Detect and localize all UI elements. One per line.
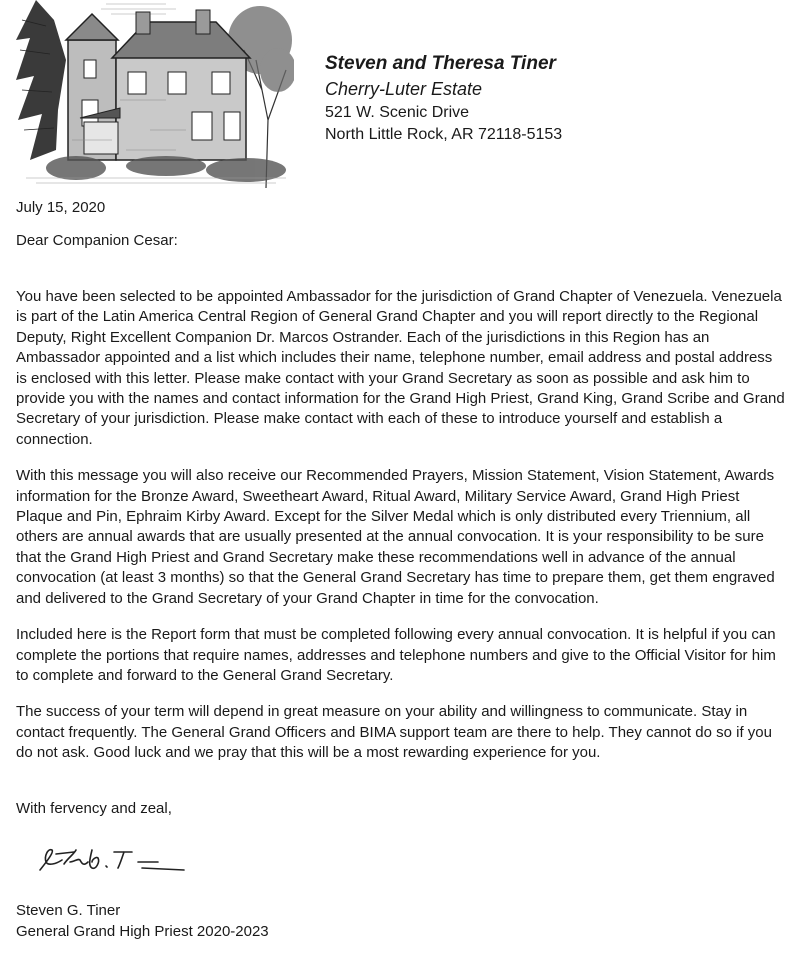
body-paragraph: With this message you will also receive our Recommended Prayers, Mission Statement, Vision Statement, Awards information for the Bronze Award, Sweetheart Award, Ritual Award, Military Service Award, Grand High Priest Plaque and Pin, Ephraim Kirby Award. Except for the Silver Medal which is only distributed every Triennium, all others are annual awards that are usually presented at the annual convocation. It is your responsibility to be sure that the Grand High Priest and Grand Secretary make these recommendations well in advance of the annual convocation (at least 3 months) so that the General Grand Secretary has time to prepare them, get them engraved and delivered to the Grand Secretary of your Grand Chapter in time for the convocation.	[16, 467, 775, 607]
sender-names: Steven and Theresa Tiner	[325, 53, 556, 74]
house-sketch-image	[16, 0, 294, 188]
body-paragraph: Included here is the Report form that must be completed following every annual convocation. It is helpful if you can complete the portions that require names, addresses and telephone numbers and give to the Official Visitor for him to complete and forward to the General Grand Secretary.	[16, 626, 776, 684]
body-paragraph: You have been selected to be appointed Ambassador for the jurisdiction of Grand Chapter of Venezuela. Venezuela is part of the Latin America Central Region of General Grand Chapter and you will report directly to the Regional Deputy, Right Excellent Companion Dr. Marcos Ostrander. Each of the jurisdictions in this Region has an Ambassador appointed and a list which includes their name, telephone number, email address and postal address is enclosed with this letter. Please make contact with your Grand Secretary as soon as possible and ask him to provide you with the names and contact information for the Grand High Priest, Grand King, Grand Scribe and Grand Secretary of your jurisdiction. Please make contact with each of these to introduce yourself and establish a connection.	[16, 288, 785, 448]
estate-name: Cherry-Luter Estate	[325, 79, 483, 99]
salutation: Dear Companion Cesar:	[16, 232, 178, 249]
letterhead-header	[325, 52, 562, 146]
handwritten-signature	[34, 840, 194, 880]
letter-body	[16, 287, 786, 780]
body-paragraph: The success of your term will depend in great measure on your ability and willingness to communicate. Stay in contact frequently. The General Grand Officers and BIMA support team are there to help. They cannot do so if you do not ask. Good luck and we pray that this will be a most rewarding experience for you.	[16, 703, 772, 762]
signer-title: General Grand High Priest 2020-2023	[16, 923, 269, 940]
signer-name: Steven G. Tiner	[16, 902, 121, 919]
address-line-1: 521 W. Scenic Drive	[325, 104, 470, 121]
address-line-2: North Little Rock, AR 72118-5153	[325, 126, 563, 143]
signature-block	[16, 900, 269, 942]
closing-line: With fervency and zeal,	[16, 800, 172, 817]
letter-date: July 15, 2020	[16, 199, 106, 216]
